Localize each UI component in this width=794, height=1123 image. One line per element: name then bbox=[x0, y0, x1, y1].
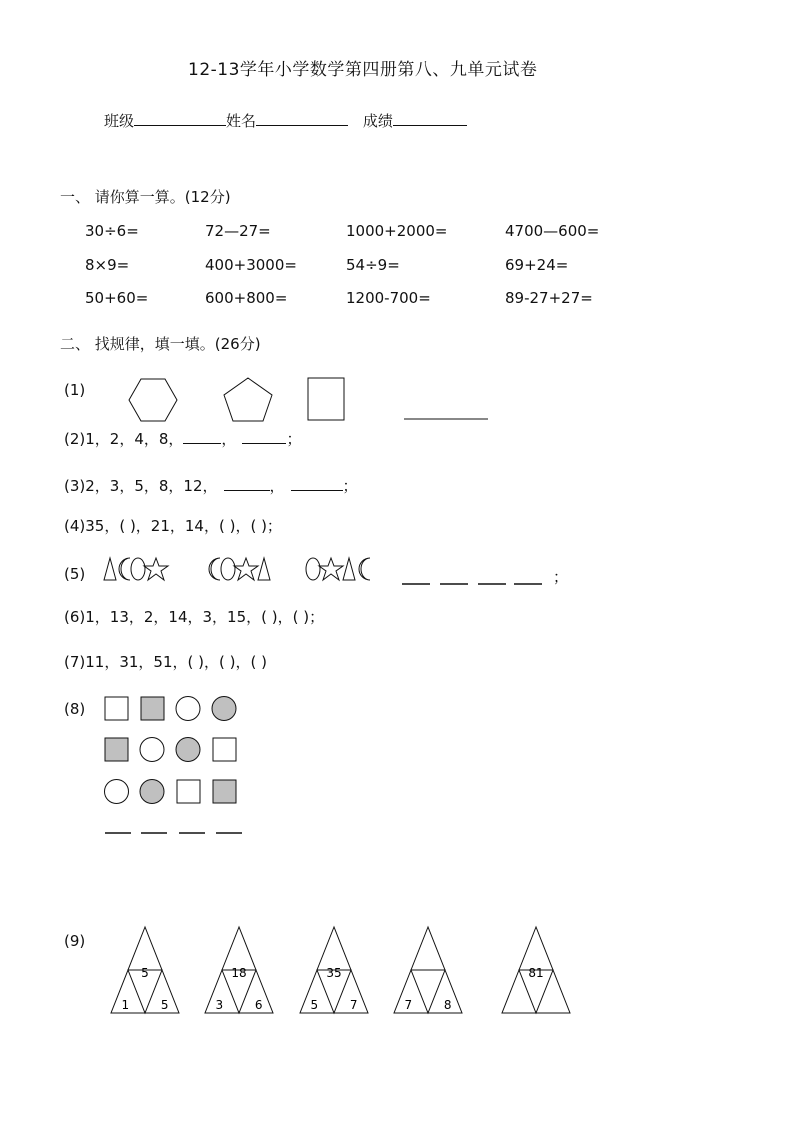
hexagon-shape bbox=[129, 379, 177, 421]
q5-symbols bbox=[100, 552, 580, 592]
moon-icon bbox=[119, 558, 130, 580]
triangle-top-number: 35 bbox=[326, 965, 342, 980]
triangle-top-number: 18 bbox=[231, 965, 247, 980]
pentagon-shape bbox=[224, 378, 272, 421]
circle-shape bbox=[105, 780, 129, 804]
square-shape bbox=[213, 738, 236, 761]
circle-icon bbox=[306, 558, 320, 580]
shaded-square-shape bbox=[141, 697, 164, 720]
calc-1-4: 4700—600= bbox=[505, 222, 600, 240]
q3-blank-2[interactable] bbox=[291, 475, 343, 491]
inner-triangle bbox=[411, 970, 445, 1013]
score-blank[interactable] bbox=[393, 110, 467, 126]
q3-blank-1[interactable] bbox=[224, 475, 270, 491]
q3-line: (3)2，3，5，8，12， ， ； bbox=[64, 477, 358, 495]
moon-icon bbox=[209, 558, 220, 580]
square-shape bbox=[177, 780, 200, 803]
calc-2-2: 400+3000= bbox=[205, 256, 297, 274]
q2-blank-2[interactable] bbox=[242, 428, 286, 444]
triangle-left-number: 3 bbox=[215, 998, 224, 1012]
number-triangle bbox=[501, 926, 571, 1014]
q2-blank-1[interactable] bbox=[183, 428, 221, 444]
triangle-icon bbox=[343, 558, 355, 580]
triangle-right-number: 8 bbox=[443, 998, 452, 1012]
section1-heading: 一、 请你算一算。(12分) bbox=[60, 188, 231, 206]
name-label: 姓名 bbox=[226, 112, 257, 130]
score-label: 成绩 bbox=[362, 112, 393, 130]
q5-end: ； bbox=[553, 568, 569, 586]
number-triangle bbox=[393, 926, 463, 1014]
shaded-circle-shape bbox=[176, 738, 200, 762]
calc-1-2: 72—27= bbox=[205, 222, 271, 240]
star-icon bbox=[319, 558, 343, 580]
shaded-square-shape bbox=[213, 780, 236, 803]
calc-3-4: 89-27+27= bbox=[505, 289, 593, 307]
circle-shape bbox=[140, 738, 164, 762]
section2-heading: 二、 找规律，填一填。(26分) bbox=[60, 335, 261, 353]
number-triangle bbox=[299, 926, 369, 1014]
number-triangle bbox=[110, 926, 180, 1014]
calc-2-1: 8×9= bbox=[85, 256, 130, 274]
triangle-right-number: 6 bbox=[254, 998, 263, 1012]
star-icon bbox=[144, 558, 168, 580]
q9-label: (9) bbox=[64, 932, 86, 950]
shaded-circle-shape bbox=[140, 780, 164, 804]
triangle-left-number: 1 bbox=[121, 998, 130, 1012]
moon-icon bbox=[359, 558, 370, 580]
circle-icon bbox=[131, 558, 145, 580]
square-shape bbox=[308, 378, 344, 420]
number-triangle bbox=[204, 926, 274, 1014]
class-blank[interactable] bbox=[134, 110, 226, 126]
triangle-icon bbox=[104, 558, 116, 580]
q4-line: (4)35，( )，21，14，( )，( )； bbox=[64, 517, 282, 535]
star-icon bbox=[234, 558, 258, 580]
triangle-left-number: 5 bbox=[310, 998, 319, 1012]
calc-3-3: 1200-700= bbox=[346, 289, 431, 307]
triangle-right-number: 7 bbox=[349, 998, 358, 1012]
calc-1-3: 1000+2000= bbox=[346, 222, 448, 240]
q8-grid bbox=[100, 692, 250, 842]
square-shape bbox=[105, 697, 128, 720]
name-blank[interactable] bbox=[256, 110, 348, 126]
q2-line: (2)1，2，4，8， ， ； bbox=[64, 430, 302, 448]
calc-2-3: 54÷9= bbox=[346, 256, 400, 274]
q8-label: (8) bbox=[64, 700, 86, 718]
calc-1-1: 30÷6= bbox=[85, 222, 139, 240]
triangle-right-number: 5 bbox=[160, 998, 169, 1012]
calc-3-1: 50+60= bbox=[85, 289, 149, 307]
triangle-top-number: 81 bbox=[528, 965, 544, 980]
triangle-left-number: 7 bbox=[404, 998, 413, 1012]
class-label: 班级 姓名 成绩 bbox=[104, 110, 467, 129]
shaded-circle-shape bbox=[212, 697, 236, 721]
q6-line: (6)1，13，2，14，3，15，( )，( )； bbox=[64, 608, 325, 626]
q5-label: (5) bbox=[64, 565, 86, 583]
calc-2-4: 69+24= bbox=[505, 256, 569, 274]
page-title: 12-13学年小学数学第四册第八、九单元试卷 bbox=[188, 60, 538, 80]
q1-shapes bbox=[120, 370, 520, 430]
triangle-top-number: 5 bbox=[141, 965, 149, 980]
triangle-icon bbox=[258, 558, 270, 580]
q1-label: (1) bbox=[64, 381, 86, 399]
circle-shape bbox=[176, 697, 200, 721]
circle-icon bbox=[221, 558, 235, 580]
shaded-square-shape bbox=[105, 738, 128, 761]
calc-3-2: 600+800= bbox=[205, 289, 288, 307]
q7-line: (7)11，31，51，( )，( )，( ) bbox=[64, 653, 267, 671]
